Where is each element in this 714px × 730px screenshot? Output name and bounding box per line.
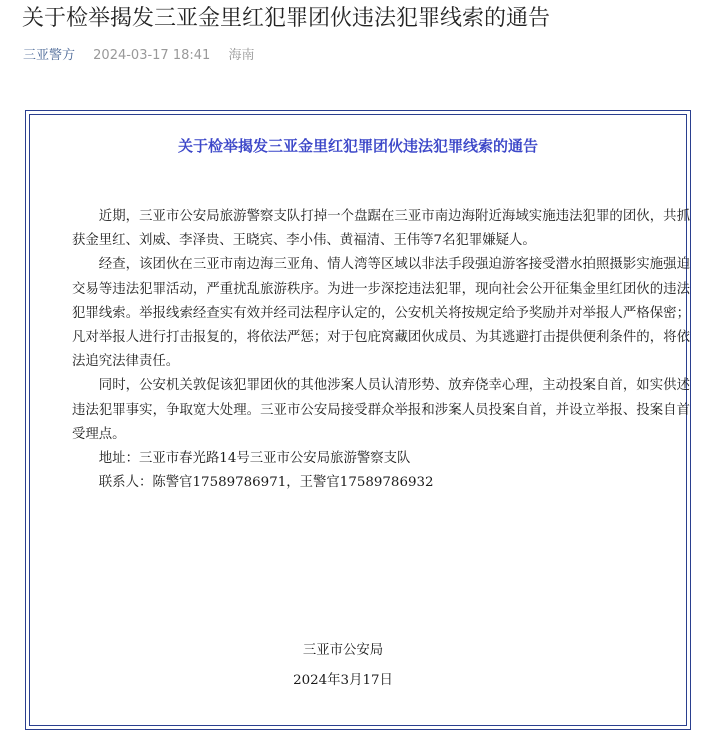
paragraph-intro: 近期，三亚市公安局旅游警察支队打掉一个盘踞在三亚市南边海附近海域实施违法犯罪的团伙，共抓获金里红、刘威、李泽贵、王晓宾、李小伟、黄福清、王伟等7名犯罪嫌疑人。 — [72, 209, 690, 249]
paragraph-contact: 联系人：陈警官17589786971，王警官17589786932 — [98, 475, 434, 491]
publish-time: 2024-03-17 18:41 — [93, 48, 211, 63]
publish-location: 海南 — [228, 48, 255, 63]
paragraph-investigation: 经查，该团伙在三亚市南边海三亚角、情人湾等区域以非法手段强迫游客接受潜水拍照摄影实施强迫交易等违法犯罪活动，严重扰乱旅游秩序。为进一步深挖违法犯罪，现向社会公开征集金里红团伙的违法犯罪线索。举报线索经查实有效并经司法程序认定的，公安机关将按规定给予奖励并对举报人严格保密；凡对举报人进行打击报复的，将依法严惩；对于包庇窝藏团伙成员、为其逃避打击提供便利条件的，将依法追究法律责任。 — [72, 257, 690, 370]
notice-title: 关于检举揭发三亚金里红犯罪团伙违法犯罪线索的通告 — [177, 137, 538, 155]
signature-date: 2024年3月17日 — [293, 673, 393, 688]
signature-org: 三亚市公安局 — [302, 643, 384, 658]
paragraph-surrender: 同时，公安机关敦促该犯罪团伙的其他涉案人员认清形势、放弃侥幸心理，主动投案自首，如实供述违法犯罪事实，争取宽大处理。三亚市公安局接受群众举报和涉案人员投案自首，并设立举报、投案自首受理点。 — [72, 378, 690, 442]
article-meta — [23, 47, 254, 65]
notice-body — [72, 205, 690, 495]
source-link[interactable]: 三亚警方 — [23, 48, 76, 63]
paragraph-address: 地址：三亚市春光路14号三亚市公安局旅游警察支队 — [98, 451, 411, 467]
article-title: 关于检举揭发三亚金里红犯罪团伙违法犯罪线索的通告 — [22, 6, 551, 31]
notice-document — [25, 110, 691, 730]
